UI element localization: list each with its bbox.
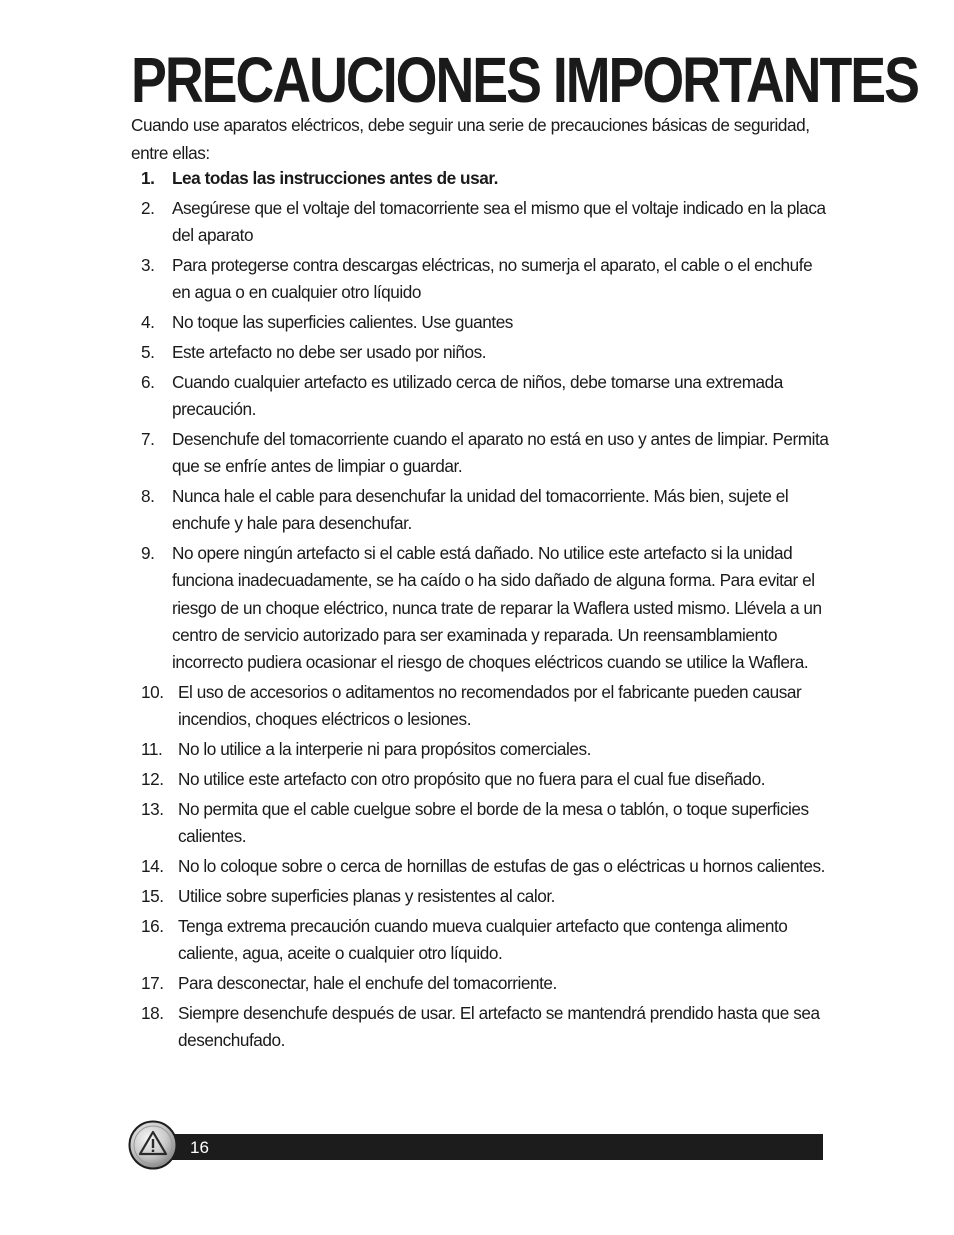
item-number: 7. — [141, 428, 155, 449]
item-number: 10. — [141, 681, 164, 702]
warning-triangle-icon — [128, 1120, 178, 1170]
item-number: 3. — [141, 254, 155, 275]
item-number: 2. — [141, 197, 155, 218]
item-text: No lo coloque sobre o cerca de hornillas de estufas de gas o eléctricas u hornos calientes. — [178, 855, 825, 876]
item-number: 12. — [141, 768, 164, 789]
list-item — [131, 679, 831, 733]
list-item — [131, 883, 831, 910]
list-item — [131, 195, 831, 249]
intro-paragraph: Cuando use aparatos eléctricos, debe seguir una serie de precauciones básicas de seguridad, entre ellas: — [131, 115, 810, 163]
item-number: 4. — [141, 312, 155, 333]
item-number: 15. — [141, 885, 164, 906]
list-item — [131, 483, 831, 537]
list-item — [131, 913, 831, 967]
item-text: Tenga extrema precaución cuando mueva cualquier artefacto que contenga alimento caliente, agua, aceite o cualquier otro líquido. — [178, 915, 788, 963]
list-item — [131, 766, 831, 793]
item-text: Nunca hale el cable para desenchufar la unidad del tomacorriente. Más bien, sujete el enchufe y hale para desenchufar. — [172, 486, 789, 534]
list-item — [131, 1000, 831, 1054]
item-text: No permita que el cable cuelgue sobre el borde de la mesa o tablón, o toque superficies calientes. — [178, 798, 809, 846]
item-text: Cuando cualquier artefacto es utilizado cerca de niños, debe tomarse una extremada precaución. — [172, 371, 783, 420]
item-text: No opere ningún artefacto si el cable está dañado. No utilice este artefacto si la unidad funciona inadecuadamente, se ha caído o ha sido dañado de alguna forma. Para evitar el riesgo de un choque eléctrico, nunca trate de reparar la Waflera usted mismo. Llévela a un centro de servicio autorizado para ser examinada y reparada. Un reensamblamiento incorrecto pudiera ocasionar el riesgo de choques eléctricos cuando se utilice la Waflera. — [172, 543, 822, 672]
item-text: No utilice este artefacto con otro propósito que no fuera para el cual fue diseñado. — [178, 768, 766, 789]
list-item — [131, 369, 831, 423]
item-number: 1. — [141, 168, 155, 188]
list-item — [131, 339, 831, 366]
item-number: 5. — [141, 341, 155, 362]
list-item — [131, 426, 831, 480]
item-text: Desenchufe del tomacorriente cuando el aparato no está en uso y antes de limpiar. Permita que se enfríe antes de limpiar o guardar. — [172, 428, 829, 477]
item-text: Para desconectar, hale el enchufe del tomacorriente. — [178, 972, 557, 993]
item-number: 11. — [141, 738, 163, 759]
page-number: 16 — [190, 1138, 209, 1157]
item-text: El uso de accesorios o aditamentos no recomendados por el fabricante pueden causar incendios, choques eléctricos o lesiones. — [178, 681, 802, 730]
item-number: 14. — [141, 855, 164, 876]
list-item — [131, 252, 831, 306]
list-item — [131, 796, 831, 850]
footer-bar — [148, 1134, 823, 1160]
page-title: PRECAUCIONES IMPORTANTES — [131, 44, 918, 116]
list-item — [131, 540, 831, 676]
precaution-list — [131, 165, 831, 1057]
list-item — [131, 165, 831, 192]
item-text: No lo utilice a la interperie ni para propósitos comerciales. — [178, 738, 591, 759]
item-text: Este artefacto no debe ser usado por niños. — [172, 341, 487, 362]
list-item — [131, 853, 831, 880]
item-text: Para protegerse contra descargas eléctricas, no sumerja el aparato, el cable o el enchufe en agua o en cualquier otro líquido — [172, 254, 813, 303]
item-number: 13. — [141, 798, 164, 819]
item-number: 9. — [141, 543, 155, 564]
item-text: Utilice sobre superficies planas y resistentes al calor. — [178, 885, 555, 906]
item-text: No toque las superficies calientes. Use guantes — [172, 312, 513, 333]
item-text: Siempre desenchufe después de usar. El artefacto se mantendrá prendido hasta que sea desenchufado. — [178, 1002, 820, 1050]
list-item — [131, 736, 831, 763]
item-number: 16. — [141, 915, 164, 936]
item-number: 18. — [141, 1002, 164, 1023]
item-number: 17. — [141, 972, 164, 993]
list-item — [131, 970, 831, 997]
item-number: 6. — [141, 371, 155, 392]
item-number: 8. — [141, 486, 155, 507]
list-item — [131, 309, 831, 336]
item-text: Lea todas las instrucciones antes de usar. — [172, 168, 498, 188]
item-text: Asegúrese que el voltaje del tomacorriente sea el mismo que el voltaje indicado en la placa del aparato — [172, 197, 826, 246]
